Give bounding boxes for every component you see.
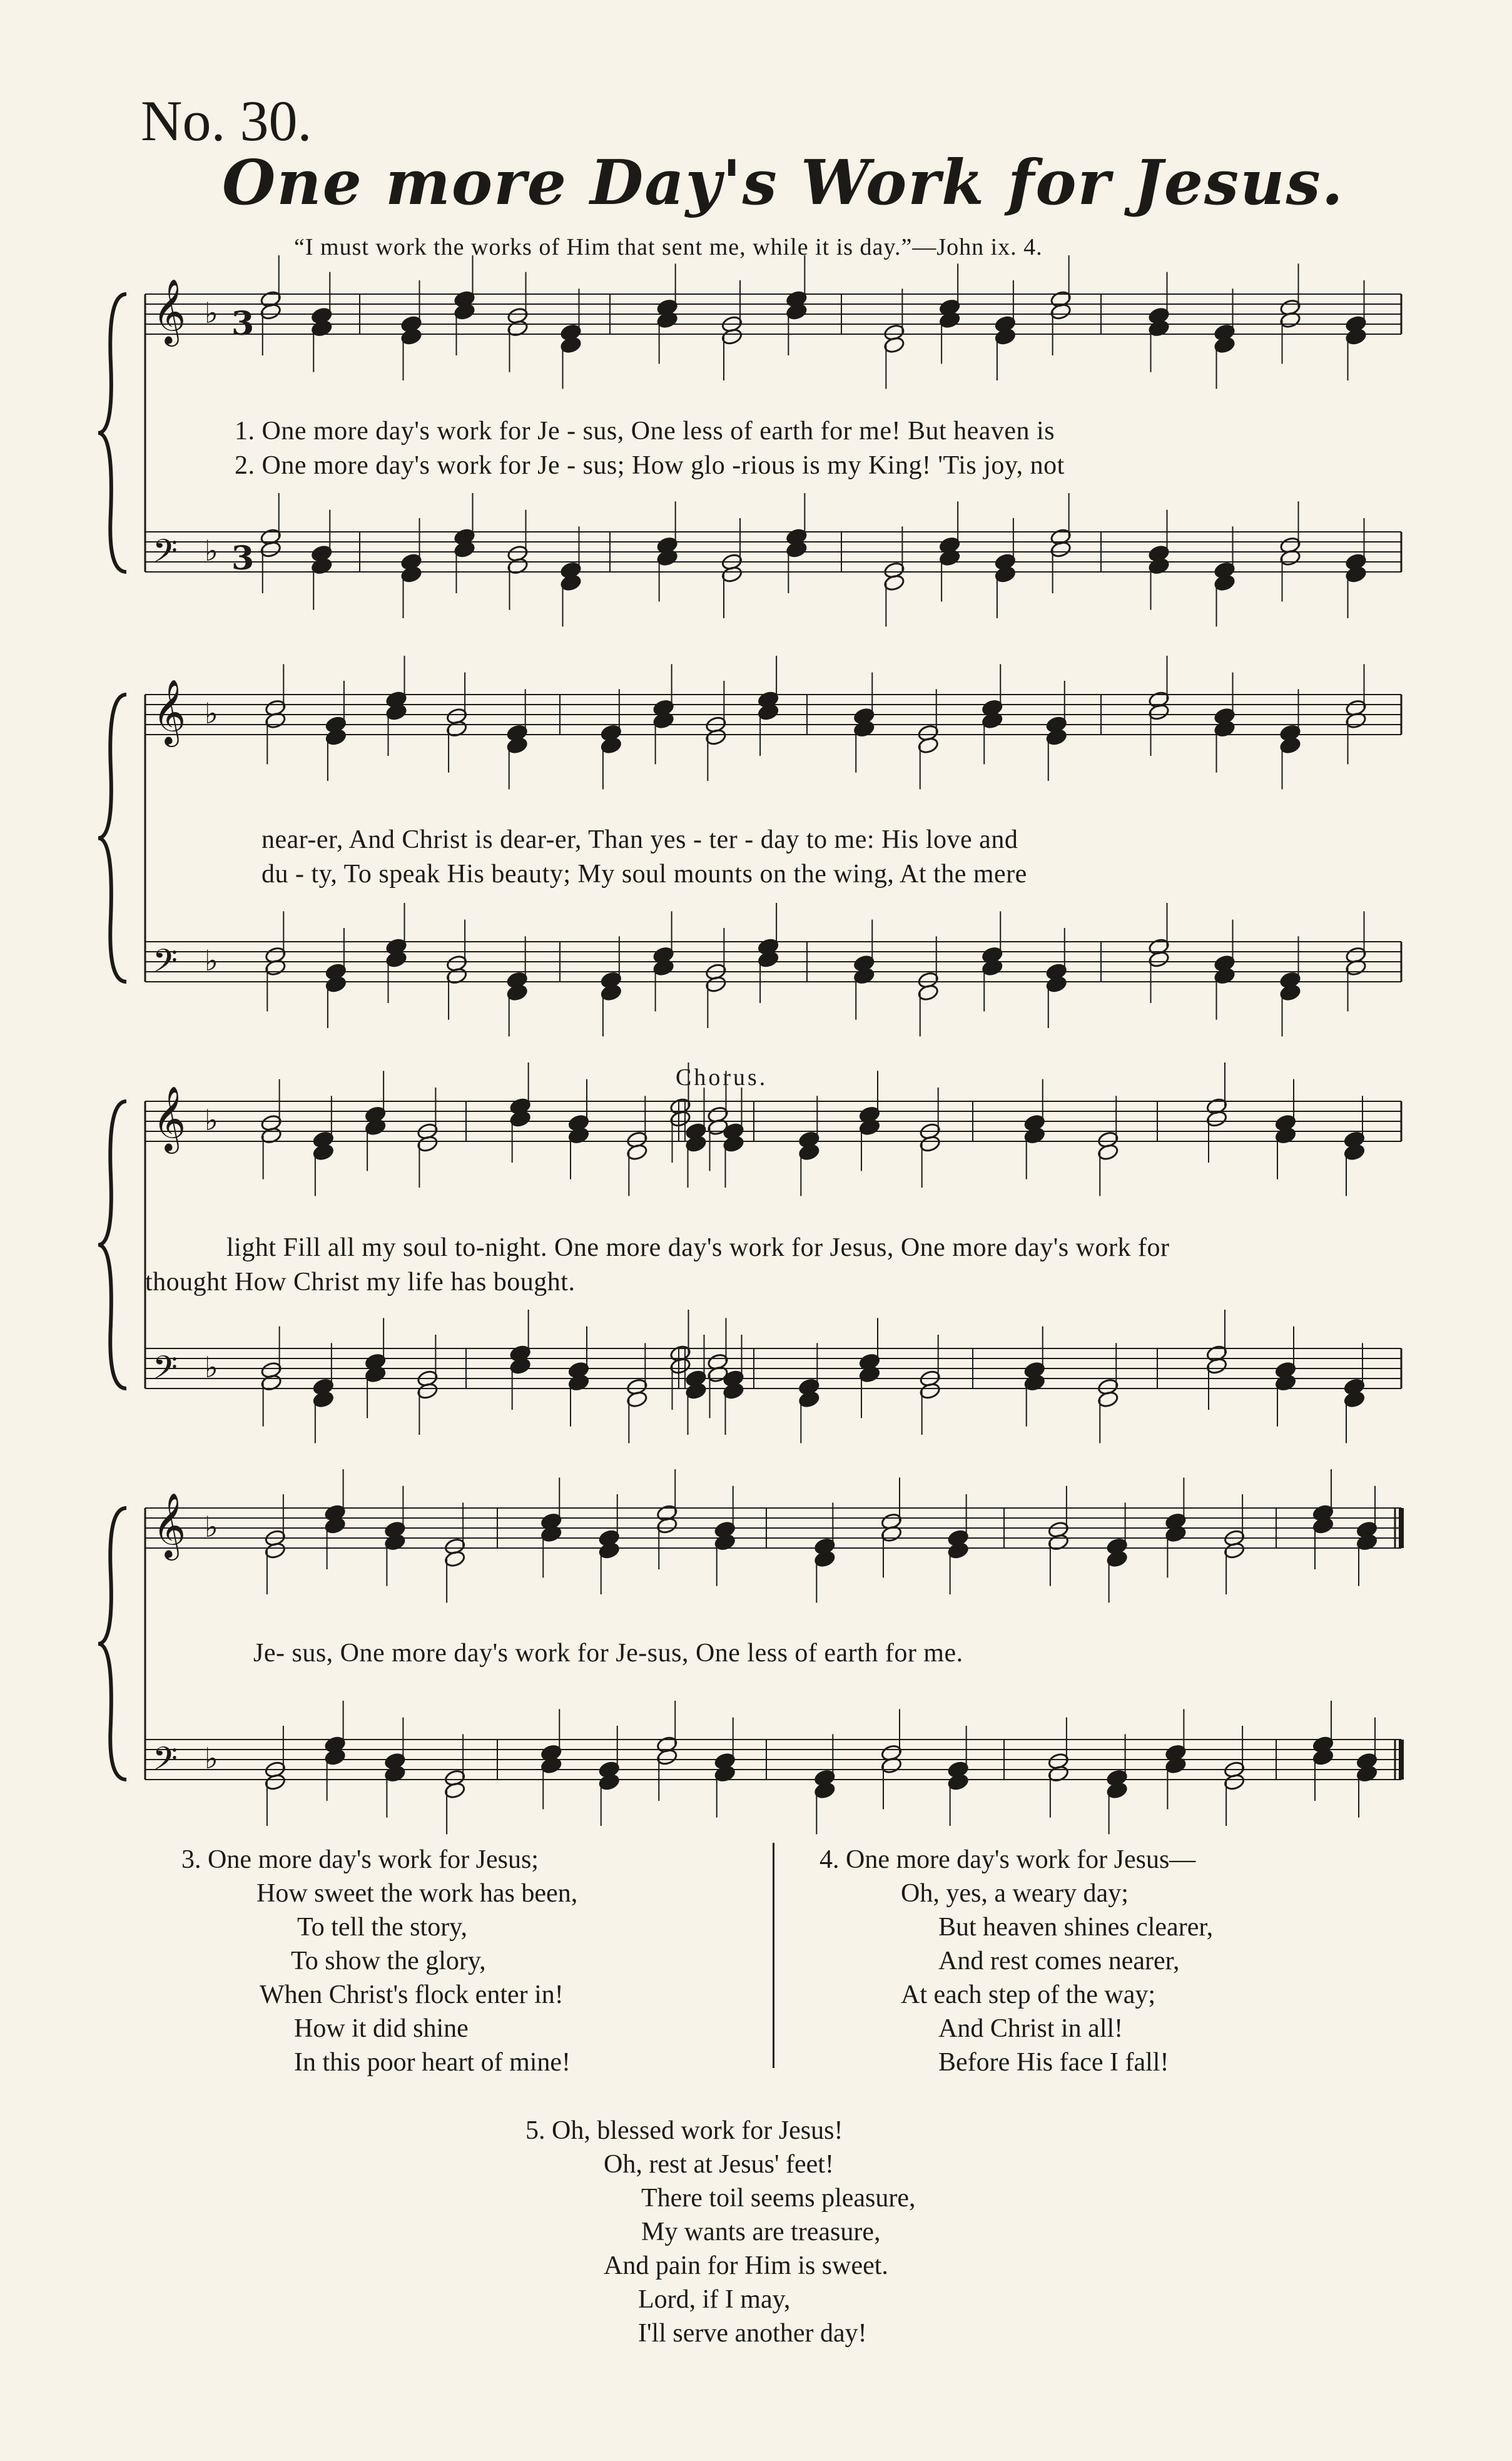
lyric-line-s3-v2: thought How Christ my life has bought. (145, 1268, 576, 1297)
brace (98, 695, 126, 982)
time-signature: 3 (231, 539, 255, 578)
verse-line: Oh, yes, a weary day; (901, 1879, 1129, 1908)
verse-text: One more day's work for Jesus— (846, 1845, 1196, 1874)
verse-4 (819, 1843, 1213, 2079)
verse-text: Oh, blessed work for Jesus! (552, 2116, 843, 2145)
flat-icon: ♭ (205, 534, 218, 568)
lyric-line-s4: Je- sus, One more day's work for Je-sus, One less of earth for me. (253, 1639, 963, 1668)
lyric-line-s1-v2: 2. One more day's work for Je - sus; How glo -rious is my King! 'Tis joy, not (235, 451, 1065, 480)
verse-line: When Christ's flock enter in! (260, 1980, 564, 2009)
verse-line: At each step of the way; (901, 1980, 1156, 2009)
flat-icon: ♭ (205, 296, 218, 330)
time-signature: 3 (231, 305, 255, 343)
chorus-label: Chorus. (676, 1064, 768, 1091)
verse-line (181, 1843, 577, 1877)
verse-text: One more day's work for Jesus; (208, 1845, 539, 1874)
flat-icon: ♭ (205, 944, 218, 977)
brace (98, 294, 126, 572)
bass-clef-icon: 𝄢 (153, 532, 178, 578)
verse-number: 3. (181, 1845, 201, 1874)
verse-line: To show the glory, (291, 1947, 486, 1975)
verse-line: How it did shine (294, 2014, 469, 2043)
verse-line: How sweet the work has been, (256, 1879, 578, 1908)
verse-number: 5. (525, 2116, 545, 2145)
verse-3 (181, 1843, 577, 2079)
verse-line: But heaven shines clearer, (938, 1913, 1214, 1942)
verse-line: I'll serve another day! (638, 2319, 867, 2348)
verse-line: To tell the story, (297, 1913, 467, 1942)
bass-clef-icon: 𝄢 (153, 942, 178, 987)
treble-clef-icon: 𝄞 (153, 1492, 186, 1558)
brace (98, 1101, 126, 1388)
hymn-title: One more Day's Work for Jesus. (222, 147, 1344, 219)
lyric-line-s1-v1: 1. One more day's work for Je - sus, One less of earth for me! But heaven is (235, 417, 1055, 446)
treble-clef-icon: 𝄞 (153, 679, 186, 745)
verse-line (819, 1843, 1213, 1877)
verse-line: In this poor heart of mine! (294, 2048, 571, 2077)
treble-clef-icon: 𝄞 (153, 278, 186, 344)
verse-number: 4. (819, 1845, 840, 1874)
bass-clef-icon: 𝄢 (153, 1348, 178, 1394)
epigraph: “I must work the works of Him that sent me, while it is day.”—John ix. 4. (294, 234, 1043, 260)
flat-icon: ♭ (205, 1103, 218, 1137)
brace (98, 1508, 126, 1780)
lyric-line-s2-v1: near-er, And Christ is dear-er, Than yes - ter - day to me: His love and (261, 825, 1018, 854)
bass-clef-icon: 𝄢 (153, 1740, 178, 1785)
hymn-number: No. 30. (141, 89, 312, 153)
verse-divider (773, 1843, 774, 2068)
verse-line: And rest comes nearer, (938, 1947, 1180, 1975)
verse-line: There toil seems pleasure, (641, 2184, 916, 2213)
treble-clef-icon: 𝄞 (153, 1086, 186, 1151)
flat-icon: ♭ (205, 1741, 218, 1775)
lyric-line-s2-v2: du - ty, To speak His beauty; My soul mounts on the wing, At the mere (261, 860, 1027, 889)
verse-line (525, 2114, 916, 2148)
flat-icon: ♭ (205, 696, 218, 730)
verse-line: My wants are treasure, (641, 2218, 881, 2246)
flat-icon: ♭ (205, 1510, 218, 1544)
verse-5 (525, 2114, 916, 2350)
verse-line: Oh, rest at Jesus' feet! (604, 2150, 834, 2179)
verse-line: Before His face I fall! (938, 2048, 1169, 2077)
flat-icon: ♭ (205, 1350, 218, 1384)
verse-line: Lord, if I may, (638, 2285, 791, 2314)
verse-line: And Christ in all! (938, 2014, 1124, 2043)
verse-line: And pain for Him is sweet. (604, 2251, 888, 2280)
lyric-line-s3-v1: light Fill all my soul to-night. One more day's work for Jesus, One more day's work for (226, 1233, 1170, 1262)
